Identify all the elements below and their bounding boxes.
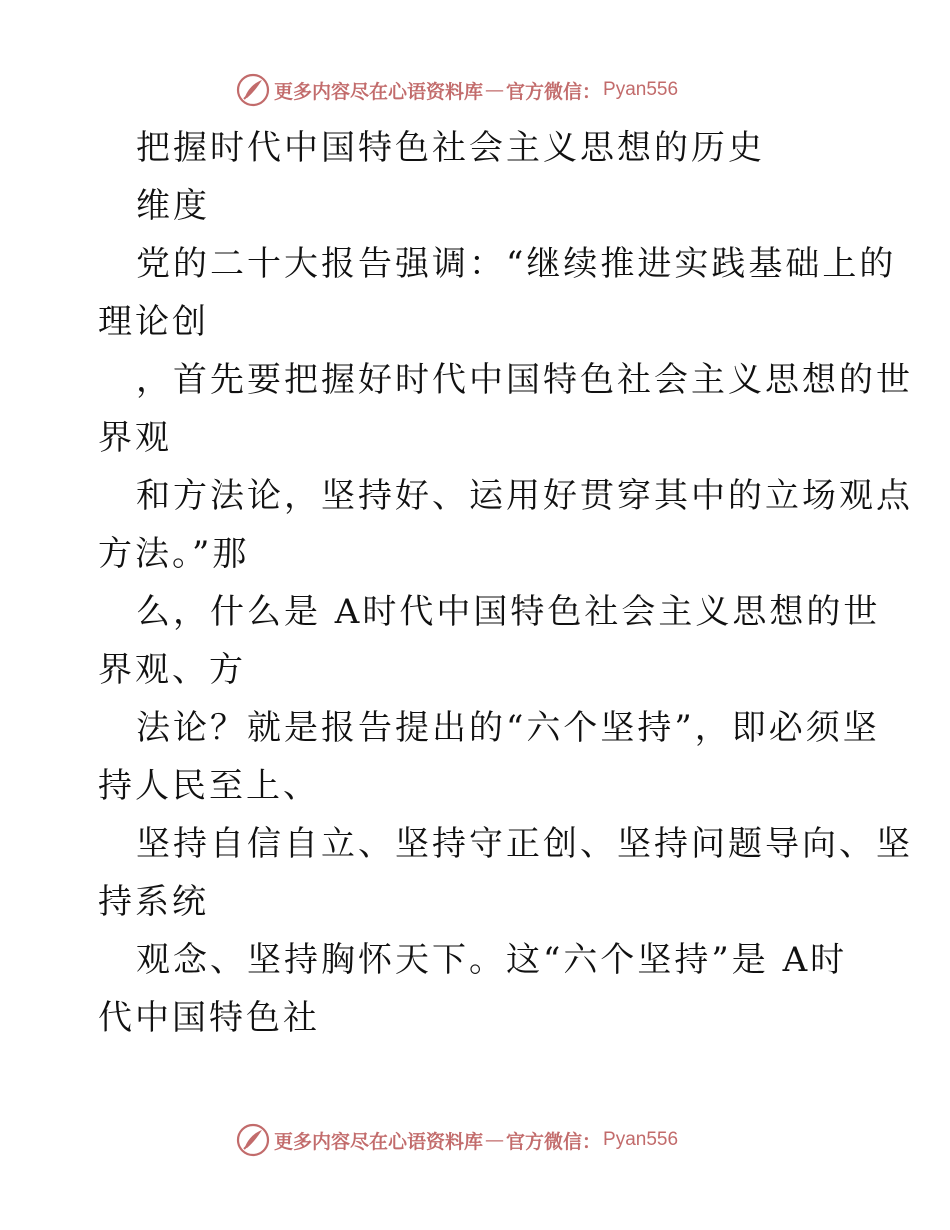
article-line: 理论创 [98, 302, 209, 342]
watermark-label: 官方微信： [506, 1130, 602, 1153]
article-line: 法论？就是报告提出的“六个坚持”，即必须坚 [136, 708, 880, 748]
watermark-label: 官方微信： [506, 80, 602, 103]
header-watermark [236, 72, 678, 108]
watermark-brand: 更多内容尽在心语资料库 [274, 80, 484, 103]
article-line: 持系统 [98, 882, 209, 922]
article-line: 方法。”那 [98, 534, 250, 574]
article-line: 界观 [98, 418, 172, 458]
article-line: ，首先要把握好时代中国特色社会主义思想的世 [136, 360, 913, 400]
article-line: 和方法论，坚持好、运用好贯穿其中的立场观点 [136, 476, 913, 516]
article-line: 观念、坚持胸怀天下。这“六个坚持”是 A时 [136, 940, 848, 980]
article-line: 坚持自信自立、坚持守正创、坚持问题导向、坚 [136, 824, 913, 864]
article-line: 界观、方 [98, 650, 246, 690]
article-line: 代中国特色社 [98, 998, 320, 1038]
watermark-handle: Pyan556 [603, 79, 679, 100]
article-line: 党的二十大报告强调：“继续推进实践基础上的 [136, 244, 897, 284]
article-line: 维度 [136, 186, 210, 226]
watermark-dash: — [485, 1129, 505, 1151]
article-line: 把握时代中国特色社会主义思想的历史 [136, 128, 765, 168]
watermark-brand: 更多内容尽在心语资料库 [274, 1130, 484, 1153]
article-line: 持人民至上、 [98, 766, 320, 806]
quill-logo-icon [236, 1123, 270, 1157]
footer-watermark [236, 1122, 678, 1158]
article-line: 么，什么是 A时代中国特色社会主义思想的世 [136, 592, 881, 632]
watermark-handle: Pyan556 [603, 1129, 679, 1150]
watermark-dash: — [485, 79, 505, 101]
quill-logo-icon [236, 73, 270, 107]
